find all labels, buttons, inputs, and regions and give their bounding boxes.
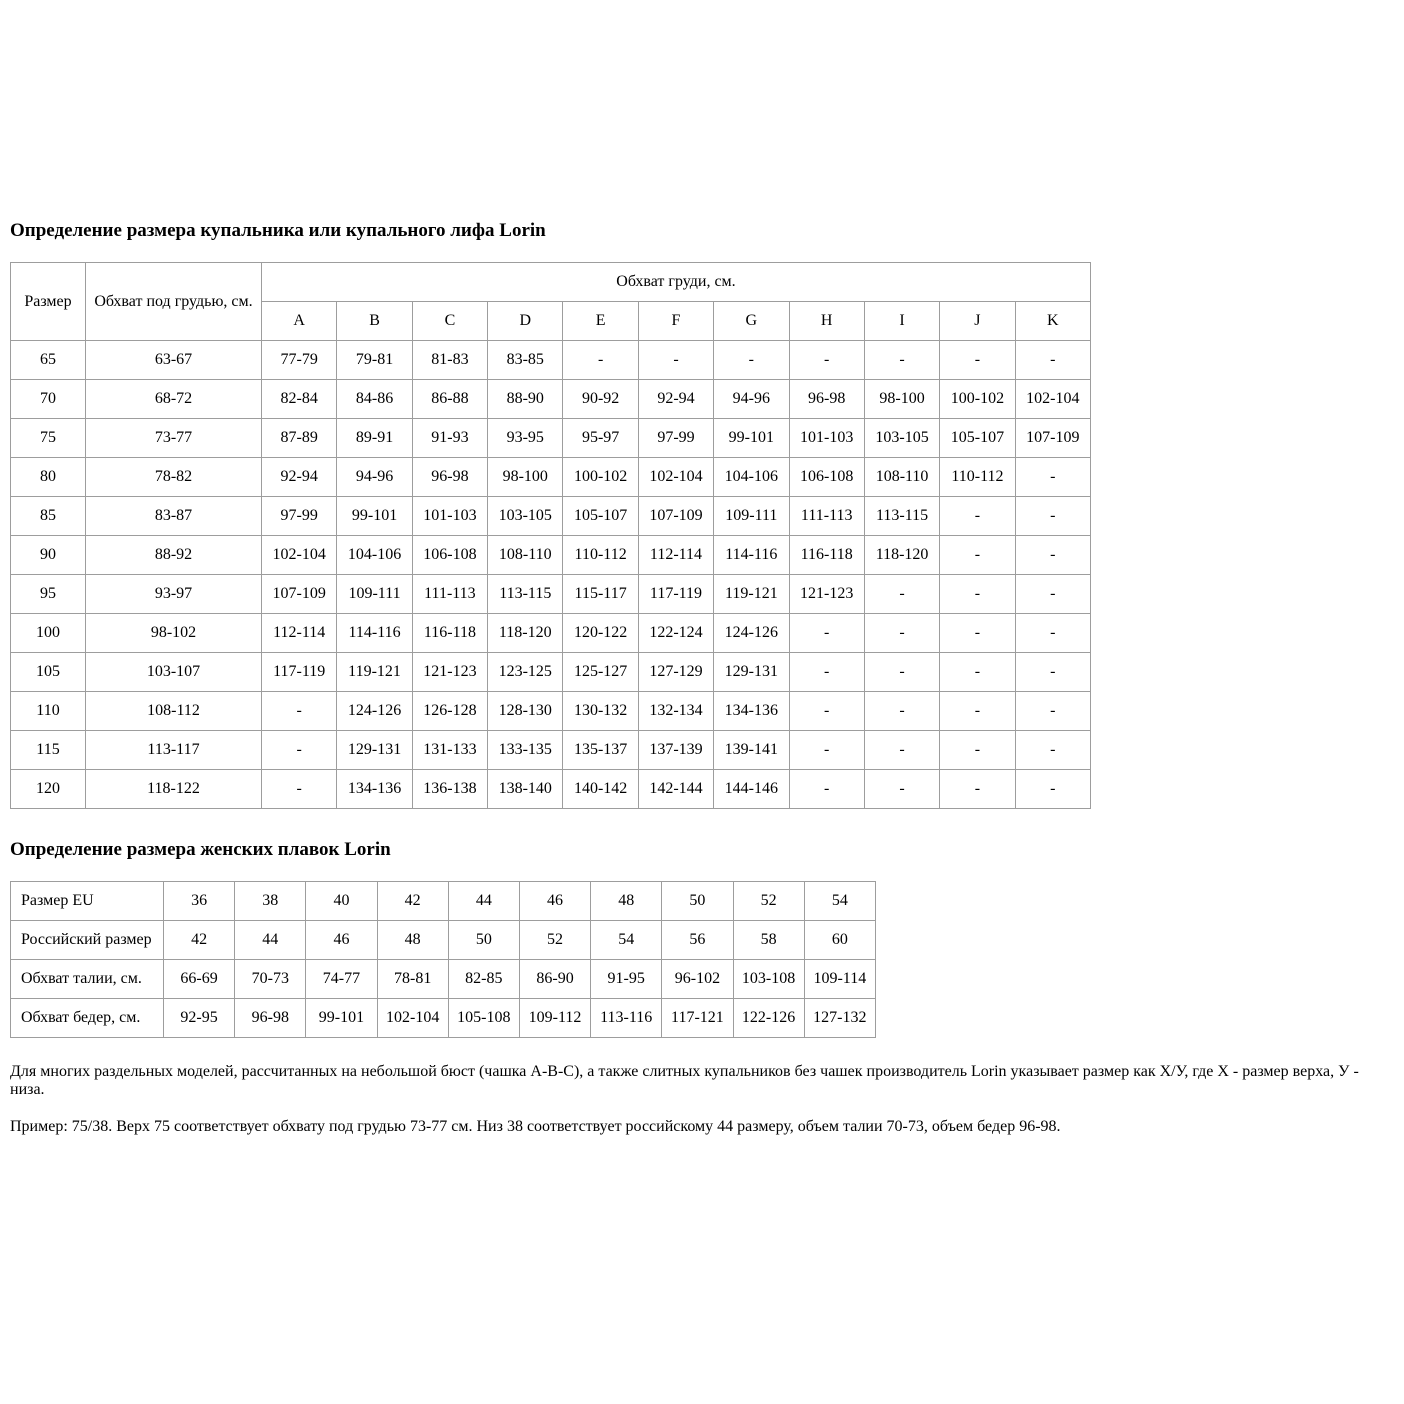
bust-range-cell: 122-124 [638, 614, 713, 653]
bust-range-cell: - [864, 614, 939, 653]
briefs-table-body [11, 882, 876, 1038]
bust-range-cell: 108-110 [488, 536, 563, 575]
bust-range-cell: 131-133 [412, 731, 487, 770]
bust-range-cell: 128-130 [488, 692, 563, 731]
bust-range-cell: 130-132 [563, 692, 638, 731]
bust-range-cell: 140-142 [563, 770, 638, 809]
bra-table-row [11, 497, 1091, 536]
bust-range-cell: - [1015, 575, 1090, 614]
bust-range-cell: - [262, 731, 337, 770]
bust-range-cell: 104-106 [337, 536, 412, 575]
bust-range-cell: - [789, 770, 864, 809]
bust-range-cell: - [1015, 692, 1090, 731]
bust-range-cell: - [1015, 458, 1090, 497]
cup-column-header: E [563, 302, 638, 341]
briefs-size-table [10, 881, 876, 1038]
bust-range-cell: 118-120 [864, 536, 939, 575]
value-cell: 70-73 [235, 960, 306, 999]
cup-column-header: G [714, 302, 789, 341]
cup-column-header: C [412, 302, 487, 341]
value-cell: 113-116 [591, 999, 662, 1038]
bust-range-cell: - [940, 341, 1015, 380]
underbust-cell: 103-107 [86, 653, 262, 692]
bust-range-cell: 115-117 [563, 575, 638, 614]
bust-range-cell: 136-138 [412, 770, 487, 809]
bust-range-cell: 129-131 [337, 731, 412, 770]
bust-range-cell: 116-118 [789, 536, 864, 575]
value-cell: 36 [164, 882, 235, 921]
bust-range-cell: 121-123 [412, 653, 487, 692]
bust-range-cell: 99-101 [714, 419, 789, 458]
bust-range-cell: - [789, 731, 864, 770]
bust-range-cell: 112-114 [638, 536, 713, 575]
row-label-cell: Обхват талии, см. [11, 960, 164, 999]
bust-group-header: Обхват груди, см. [262, 263, 1091, 302]
bust-range-cell: 91-93 [412, 419, 487, 458]
bust-range-cell: 138-140 [488, 770, 563, 809]
underbust-cell: 108-112 [86, 692, 262, 731]
bra-table-row [11, 380, 1091, 419]
bust-range-cell: 121-123 [789, 575, 864, 614]
bra-table-header-row-1 [11, 263, 1091, 302]
value-cell: 46 [519, 882, 590, 921]
value-cell: 50 [662, 882, 733, 921]
underbust-column-header: Обхват под грудью, см. [86, 263, 262, 341]
bust-range-cell: - [638, 341, 713, 380]
value-cell: 92-95 [164, 999, 235, 1038]
size-cell: 75 [11, 419, 86, 458]
value-cell: 105-108 [448, 999, 519, 1038]
cup-column-header: I [864, 302, 939, 341]
bust-range-cell: 99-101 [337, 497, 412, 536]
bust-range-cell: 79-81 [337, 341, 412, 380]
underbust-cell: 98-102 [86, 614, 262, 653]
bust-range-cell: 106-108 [412, 536, 487, 575]
bust-range-cell: 135-137 [563, 731, 638, 770]
bust-range-cell: 120-122 [563, 614, 638, 653]
bust-range-cell: 102-104 [262, 536, 337, 575]
bust-range-cell: - [940, 692, 1015, 731]
bust-range-cell: 95-97 [563, 419, 638, 458]
value-cell: 42 [164, 921, 235, 960]
bust-range-cell: 144-146 [714, 770, 789, 809]
bust-range-cell: 125-127 [563, 653, 638, 692]
size-cell: 110 [11, 692, 86, 731]
value-cell: 78-81 [377, 960, 448, 999]
bust-range-cell: 110-112 [940, 458, 1015, 497]
title-bra-sizing: Определение размера купальника или купального лифа Lorin [10, 220, 546, 241]
value-cell: 99-101 [306, 999, 377, 1038]
bra-table-row [11, 575, 1091, 614]
bust-range-cell: - [789, 692, 864, 731]
bust-range-cell: 133-135 [488, 731, 563, 770]
bust-range-cell: - [864, 731, 939, 770]
bust-range-cell: 103-105 [488, 497, 563, 536]
bra-table-body [11, 341, 1091, 809]
bust-range-cell: 112-114 [262, 614, 337, 653]
bust-range-cell: 119-121 [337, 653, 412, 692]
value-cell: 103-108 [733, 960, 804, 999]
bust-range-cell: - [262, 770, 337, 809]
underbust-cell: 83-87 [86, 497, 262, 536]
bust-range-cell: 114-116 [714, 536, 789, 575]
size-cell: 70 [11, 380, 86, 419]
value-cell: 40 [306, 882, 377, 921]
value-cell: 50 [448, 921, 519, 960]
bust-range-cell: 127-129 [638, 653, 713, 692]
value-cell: 60 [804, 921, 875, 960]
bust-range-cell: 97-99 [638, 419, 713, 458]
bust-range-cell: 124-126 [714, 614, 789, 653]
bust-range-cell: 97-99 [262, 497, 337, 536]
size-cell: 115 [11, 731, 86, 770]
value-cell: 109-114 [804, 960, 875, 999]
row-label-cell: Обхват бедер, см. [11, 999, 164, 1038]
cup-column-header: F [638, 302, 713, 341]
bust-range-cell: 117-119 [638, 575, 713, 614]
bust-range-cell: 96-98 [412, 458, 487, 497]
bust-range-cell: 139-141 [714, 731, 789, 770]
bust-range-cell: 98-100 [864, 380, 939, 419]
bust-range-cell: - [864, 653, 939, 692]
bust-range-cell: - [864, 770, 939, 809]
bust-range-cell: - [864, 692, 939, 731]
bust-range-cell: 113-115 [488, 575, 563, 614]
bust-range-cell: - [940, 653, 1015, 692]
underbust-cell: 118-122 [86, 770, 262, 809]
bust-range-cell: 102-104 [1015, 380, 1090, 419]
bust-range-cell: 92-94 [262, 458, 337, 497]
briefs-table-row [11, 921, 876, 960]
briefs-table-row [11, 960, 876, 999]
bust-range-cell: 129-131 [714, 653, 789, 692]
bust-range-cell: 110-112 [563, 536, 638, 575]
cup-column-header: A [262, 302, 337, 341]
bust-range-cell: 105-107 [940, 419, 1015, 458]
bust-range-cell: 126-128 [412, 692, 487, 731]
size-cell: 100 [11, 614, 86, 653]
value-cell: 44 [235, 921, 306, 960]
bust-range-cell: - [1015, 536, 1090, 575]
bust-range-cell: 100-102 [563, 458, 638, 497]
size-cell: 90 [11, 536, 86, 575]
bra-table-row [11, 458, 1091, 497]
value-cell: 91-95 [591, 960, 662, 999]
bust-range-cell: 106-108 [789, 458, 864, 497]
bust-range-cell: - [1015, 731, 1090, 770]
value-cell: 46 [306, 921, 377, 960]
bra-table-row [11, 731, 1091, 770]
value-cell: 109-112 [519, 999, 590, 1038]
value-cell: 54 [591, 921, 662, 960]
bust-range-cell: - [864, 575, 939, 614]
value-cell: 52 [519, 921, 590, 960]
underbust-cell: 63-67 [86, 341, 262, 380]
value-cell: 56 [662, 921, 733, 960]
bust-range-cell: - [789, 614, 864, 653]
value-cell: 82-85 [448, 960, 519, 999]
bust-range-cell: 111-113 [412, 575, 487, 614]
footer-notes [10, 1063, 1394, 1136]
bust-range-cell: - [262, 692, 337, 731]
bust-range-cell: 107-109 [1015, 419, 1090, 458]
bust-range-cell: 86-88 [412, 380, 487, 419]
bust-range-cell: - [1015, 341, 1090, 380]
bra-table-row [11, 653, 1091, 692]
bust-range-cell: 114-116 [337, 614, 412, 653]
bra-table-row [11, 341, 1091, 380]
briefs-table-row [11, 999, 876, 1038]
underbust-cell: 78-82 [86, 458, 262, 497]
value-cell: 86-90 [519, 960, 590, 999]
bust-range-cell: 84-86 [337, 380, 412, 419]
value-cell: 66-69 [164, 960, 235, 999]
bust-range-cell: 113-115 [864, 497, 939, 536]
briefs-table-row [11, 882, 876, 921]
size-cell: 120 [11, 770, 86, 809]
bust-range-cell: 104-106 [714, 458, 789, 497]
value-cell: 122-126 [733, 999, 804, 1038]
bust-range-cell: 93-95 [488, 419, 563, 458]
bust-range-cell: 92-94 [638, 380, 713, 419]
size-cell: 105 [11, 653, 86, 692]
bust-range-cell: 94-96 [714, 380, 789, 419]
bust-range-cell: 101-103 [789, 419, 864, 458]
bust-range-cell: 102-104 [638, 458, 713, 497]
bra-size-table [10, 262, 1091, 809]
bust-range-cell: 137-139 [638, 731, 713, 770]
footer-note-line-2: Пример: 75/38. Верх 75 соответствует обхвату под грудью 73-77 см. Низ 38 соответствует российскому 44 размеру, объем талии 70-73, объем бедер 96-98. [10, 1118, 1061, 1135]
bust-range-cell: 108-110 [864, 458, 939, 497]
footer-note-line-1: Для многих раздельных моделей, рассчитанных на небольшой бюст (чашка A-B-C), а также слитных купальников без чашек производитель Lorin указывает размер как X/У, где X - размер верха, У - низа. [10, 1063, 1359, 1098]
value-cell: 48 [591, 882, 662, 921]
bust-range-cell: 81-83 [412, 341, 487, 380]
bust-range-cell: 101-103 [412, 497, 487, 536]
bust-range-cell: 123-125 [488, 653, 563, 692]
bra-table-row [11, 614, 1091, 653]
underbust-cell: 68-72 [86, 380, 262, 419]
underbust-cell: 93-97 [86, 575, 262, 614]
underbust-cell: 73-77 [86, 419, 262, 458]
cup-column-header: K [1015, 302, 1090, 341]
bust-range-cell: - [563, 341, 638, 380]
bust-range-cell: 87-89 [262, 419, 337, 458]
underbust-cell: 88-92 [86, 536, 262, 575]
bust-range-cell: 98-100 [488, 458, 563, 497]
value-cell: 42 [377, 882, 448, 921]
size-cell: 95 [11, 575, 86, 614]
bust-range-cell: 142-144 [638, 770, 713, 809]
cup-column-header: D [488, 302, 563, 341]
bra-table-row [11, 692, 1091, 731]
size-cell: 80 [11, 458, 86, 497]
value-cell: 96-98 [235, 999, 306, 1038]
bust-range-cell: 96-98 [789, 380, 864, 419]
bust-range-cell: 82-84 [262, 380, 337, 419]
bust-range-cell: 119-121 [714, 575, 789, 614]
cup-column-header: B [337, 302, 412, 341]
bust-range-cell: - [789, 653, 864, 692]
value-cell: 48 [377, 921, 448, 960]
row-label-cell: Российский размер [11, 921, 164, 960]
bust-range-cell: - [940, 614, 1015, 653]
bust-range-cell: - [940, 575, 1015, 614]
cup-column-header: J [940, 302, 1015, 341]
bust-range-cell: 100-102 [940, 380, 1015, 419]
bust-range-cell: 116-118 [412, 614, 487, 653]
bust-range-cell: 107-109 [638, 497, 713, 536]
bust-range-cell: 111-113 [789, 497, 864, 536]
size-cell: 85 [11, 497, 86, 536]
size-cell: 65 [11, 341, 86, 380]
bust-range-cell: 134-136 [337, 770, 412, 809]
bust-range-cell: 109-111 [337, 575, 412, 614]
bust-range-cell: 83-85 [488, 341, 563, 380]
bra-table-row [11, 419, 1091, 458]
bust-range-cell: - [1015, 653, 1090, 692]
bust-range-cell: 89-91 [337, 419, 412, 458]
cup-column-header: H [789, 302, 864, 341]
bust-range-cell: 94-96 [337, 458, 412, 497]
bust-range-cell: - [714, 341, 789, 380]
value-cell: 54 [804, 882, 875, 921]
bust-range-cell: - [1015, 614, 1090, 653]
value-cell: 127-132 [804, 999, 875, 1038]
bust-range-cell: - [940, 770, 1015, 809]
bra-table-row [11, 770, 1091, 809]
value-cell: 102-104 [377, 999, 448, 1038]
bust-range-cell: 132-134 [638, 692, 713, 731]
bust-range-cell: 103-105 [864, 419, 939, 458]
bust-range-cell: 118-120 [488, 614, 563, 653]
value-cell: 38 [235, 882, 306, 921]
value-cell: 44 [448, 882, 519, 921]
bust-range-cell: 109-111 [714, 497, 789, 536]
bust-range-cell: - [940, 536, 1015, 575]
value-cell: 117-121 [662, 999, 733, 1038]
bust-range-cell: 105-107 [563, 497, 638, 536]
value-cell: 96-102 [662, 960, 733, 999]
size-column-header: Размер [11, 263, 86, 341]
bust-range-cell: - [1015, 497, 1090, 536]
bust-range-cell: 124-126 [337, 692, 412, 731]
bust-range-cell: - [789, 341, 864, 380]
value-cell: 58 [733, 921, 804, 960]
bust-range-cell: 107-109 [262, 575, 337, 614]
value-cell: 52 [733, 882, 804, 921]
bust-range-cell: 134-136 [714, 692, 789, 731]
bust-range-cell: 88-90 [488, 380, 563, 419]
bust-range-cell: - [940, 731, 1015, 770]
row-label-cell: Размер EU [11, 882, 164, 921]
bust-range-cell: 90-92 [563, 380, 638, 419]
title-briefs-sizing: Определение размера женских плавок Lorin [10, 839, 391, 860]
value-cell: 74-77 [306, 960, 377, 999]
bust-range-cell: 117-119 [262, 653, 337, 692]
bust-range-cell: - [940, 497, 1015, 536]
bust-range-cell: - [864, 341, 939, 380]
bust-range-cell: 77-79 [262, 341, 337, 380]
bust-range-cell: - [1015, 770, 1090, 809]
underbust-cell: 113-117 [86, 731, 262, 770]
bra-table-row [11, 536, 1091, 575]
